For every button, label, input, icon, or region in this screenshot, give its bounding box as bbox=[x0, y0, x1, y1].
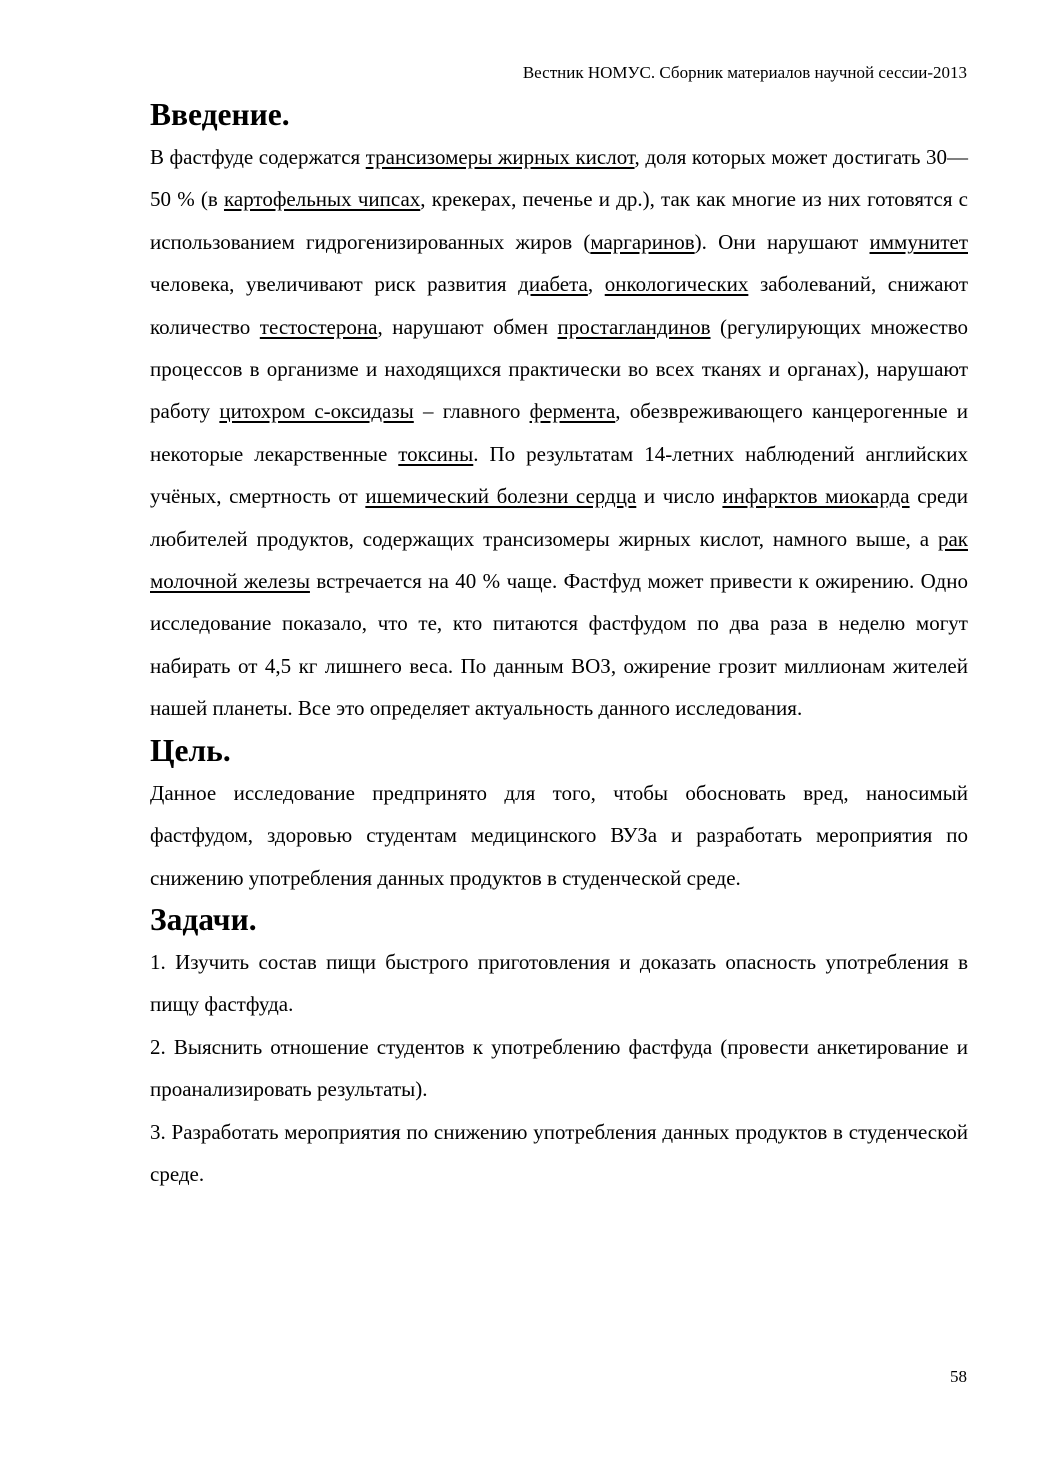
intro-link[interactable]: картофельных чипсах bbox=[223, 187, 421, 212]
article-body bbox=[150, 94, 968, 1195]
intro-link[interactable]: инфарктов миокарда bbox=[722, 484, 910, 509]
running-head: Вестник НОМУС. Сборник материалов научной сессии-2013 bbox=[522, 63, 967, 82]
intro-link[interactable]: фермента bbox=[529, 399, 616, 424]
intro-text: (регулирующих множество процессов в организме и находящихся практически во всех тканях и органах), нарушают работу bbox=[150, 314, 968, 424]
intro-text: заболеваний, снижают количество bbox=[150, 272, 969, 339]
intro-text: встречается на 40 % чаще. Фастфуд может привести к ожирению. Одно исследование показало, что те, кто питаются фастфудом по два раза в неделю могут набирать от 4,5 кг лишнего веса. По данным ВОЗ, ожирение грозит миллионам жителей нашей планеты. Все это определяет актуальность данного исследования. bbox=[150, 569, 968, 721]
intro-text: – главного bbox=[413, 399, 530, 424]
intro-link[interactable]: диабета bbox=[518, 272, 588, 297]
tasks-heading: Задачи. bbox=[150, 901, 257, 937]
intro-link[interactable]: трансизомеры жирных кислот bbox=[365, 145, 635, 169]
intro-text: . По результатам 14-летних наблюдений английских учёных, смертность от bbox=[150, 441, 968, 509]
intro-text: , крекерах, печенье и др.), так как многие из них готовятся с использованием гидрогенизированных жиров ( bbox=[150, 187, 969, 254]
intro-text: и число bbox=[636, 484, 723, 509]
intro-text: , обезвреживающего канцерогенные и некоторые лекарственные bbox=[150, 399, 968, 466]
intro-text: В фастфуде содержатся bbox=[150, 145, 366, 169]
task-item-3: 3. Разработать мероприятия по снижению употребления данных продуктов в студенческой среде. bbox=[150, 1119, 968, 1186]
intro-link[interactable]: маргаринов bbox=[590, 229, 695, 254]
intro-text: , bbox=[587, 272, 605, 297]
intro-heading: Введение. bbox=[150, 97, 290, 132]
intro-text: , доля которых может достигать 30—50 % (в bbox=[150, 145, 969, 212]
intro-link[interactable]: онкологических bbox=[604, 272, 749, 297]
intro-link[interactable]: простагландинов bbox=[557, 314, 711, 339]
task-item-1: 1. Изучить состав пищи быстрого приготовления и доказать опасность употребления в пищу фастфуда. bbox=[150, 949, 968, 1017]
intro-link[interactable]: иммунитет bbox=[869, 229, 968, 254]
intro-paragraph bbox=[150, 136, 968, 730]
intro-text: , нарушают обмен bbox=[377, 314, 558, 339]
intro-link[interactable]: рак молочной железы bbox=[150, 526, 968, 594]
task-item-2: 2. Выяснить отношение студентов к употреблению фастфуда (провести анкетирование и проанализировать результаты). bbox=[150, 1034, 968, 1102]
intro-link[interactable]: тестостерона bbox=[259, 314, 378, 339]
intro-text: ). Они нарушают bbox=[694, 229, 870, 254]
intro-text: среди любителей продуктов, содержащих трансизомеры жирных кислот, намного выше, а bbox=[150, 484, 968, 551]
intro-link[interactable]: ишемический болезни сердца bbox=[365, 484, 637, 509]
intro-text: человека, увеличивают риск развития bbox=[150, 272, 519, 297]
intro-link[interactable]: цитохром с-оксидазы bbox=[219, 399, 414, 424]
goal-heading: Цель. bbox=[150, 732, 231, 768]
goal-paragraph: Данное исследование предпринято для того, чтобы обосновать вред, наносимый фастфудом, здоровью студентам медицинского ВУЗа и разработать мероприятия по снижению употребления данных продуктов в студенческой среде. bbox=[150, 780, 968, 890]
page-number: 58 bbox=[950, 1367, 967, 1386]
intro-link[interactable]: токсины bbox=[398, 441, 474, 466]
